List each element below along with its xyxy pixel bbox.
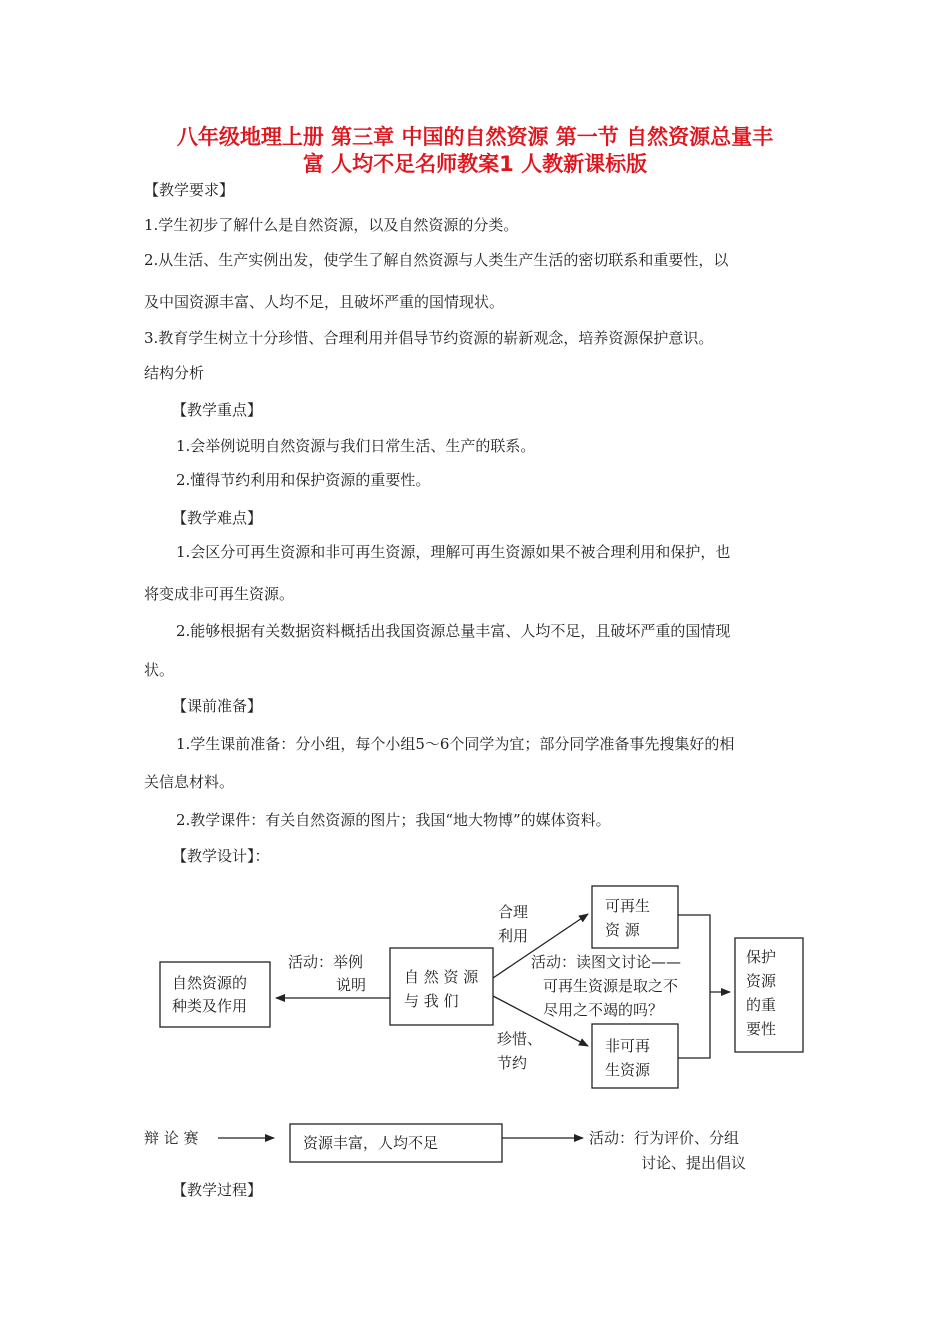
requirements-heading: 【教学要求】 xyxy=(144,181,235,199)
box-protect-line-4: 要性 xyxy=(746,1020,777,1038)
preparation-1a: 1.学生课前准备：分小组，每个小组5～6个同学为宜；部分同学准备事先搜集好的相 xyxy=(176,735,735,753)
label-rational-2: 利用 xyxy=(498,927,529,945)
box-nonrenewable-line-2: 生资源 xyxy=(605,1061,651,1079)
box-renewable-line-2: 资 源 xyxy=(605,921,640,939)
activity-discuss-line-1: 活动：读图文讨论—— xyxy=(531,953,682,971)
activity-eval-line-1: 活动：行为评价、分组 xyxy=(589,1129,740,1147)
box-protect-line-1: 保护 xyxy=(746,948,777,966)
process-heading: 【教学过程】 xyxy=(172,1181,263,1199)
box-center-line-1: 自 然 资 源 xyxy=(404,968,479,986)
box-rich-text: 资源丰富，人均不足 xyxy=(303,1134,439,1152)
difficulty-1b: 将变成非可再生资源。 xyxy=(144,585,295,603)
debate-label: 辩 论 赛 xyxy=(144,1129,199,1147)
activity-discuss-line-2: 可再生资源是取之不 xyxy=(543,977,679,995)
design-heading: 【教学设计】： xyxy=(172,847,270,865)
activity-discuss-line-3: 尽用之不竭的吗？ xyxy=(543,1001,664,1019)
requirement-item-2b: 及中国资源丰富、人均不足，且破坏严重的国情现状。 xyxy=(144,293,505,311)
activity-eval-line-2: 讨论、提出倡议 xyxy=(641,1154,747,1172)
title-line-2: 富 人均不足名师教案1 人教新课标版 xyxy=(302,152,648,176)
activity-examples-line-1: 活动：举例 xyxy=(288,953,364,971)
box-protect-line-2: 资源 xyxy=(746,972,777,990)
preparation-2: 2.教学课件：有关自然资源的图片；我国“地大物博”的媒体资料。 xyxy=(176,811,611,829)
box-renewable-line-1: 可再生 xyxy=(605,897,651,915)
box-center-line-2: 与 我 们 xyxy=(404,992,459,1010)
difficulty-1a: 1.会区分可再生资源和非可再生资源，理解可再生资源如果不被合理利用和保护，也 xyxy=(176,543,731,561)
box-nonrenewable-line-1: 非可再 xyxy=(605,1037,651,1055)
difficulties-heading: 【教学难点】 xyxy=(172,509,263,527)
structure-analysis: 结构分析 xyxy=(144,364,205,382)
box-resource-types xyxy=(160,962,270,1027)
key-points-heading: 【教学重点】 xyxy=(172,401,263,419)
key-point-1: 1.会举例说明自然资源与我们日常生活、生产的联系。 xyxy=(176,437,536,455)
box-protect-line-3: 的重 xyxy=(746,996,777,1014)
title-line-1: 八年级地理上册 第三章 中国的自然资源 第一节 自然资源总量丰 xyxy=(176,125,774,149)
requirement-item-3: 3.教育学生树立十分珍惜、合理利用并倡导节约资源的崭新观念，培养资源保护意识。 xyxy=(144,329,714,347)
label-cherish-2: 节约 xyxy=(497,1054,528,1072)
box-types-line-1: 自然资源的 xyxy=(172,974,248,992)
activity-examples-line-2: 说明 xyxy=(336,976,367,994)
label-rational-1: 合理 xyxy=(498,903,529,921)
box-types-line-2: 种类及作用 xyxy=(172,997,248,1015)
difficulty-2b: 状。 xyxy=(144,661,175,679)
requirement-item-1: 1.学生初步了解什么是自然资源，以及自然资源的分类。 xyxy=(144,216,519,234)
preparation-1b: 关信息材料。 xyxy=(144,773,235,791)
box-resources-and-us xyxy=(390,948,493,1025)
preparation-heading: 【课前准备】 xyxy=(172,697,263,715)
requirement-item-2a: 2.从生活、生产实例出发，使学生了解自然资源与人类生产生活的密切联系和重要性，以 xyxy=(144,251,729,269)
key-point-2: 2.懂得节约利用和保护资源的重要性。 xyxy=(176,471,431,489)
bracket-connector xyxy=(678,915,710,1058)
difficulty-2a: 2.能够根据有关数据资料概括出我国资源总量丰富、人均不足，且破坏严重的国情现 xyxy=(176,622,731,640)
label-cherish-1: 珍惜、 xyxy=(497,1030,543,1048)
